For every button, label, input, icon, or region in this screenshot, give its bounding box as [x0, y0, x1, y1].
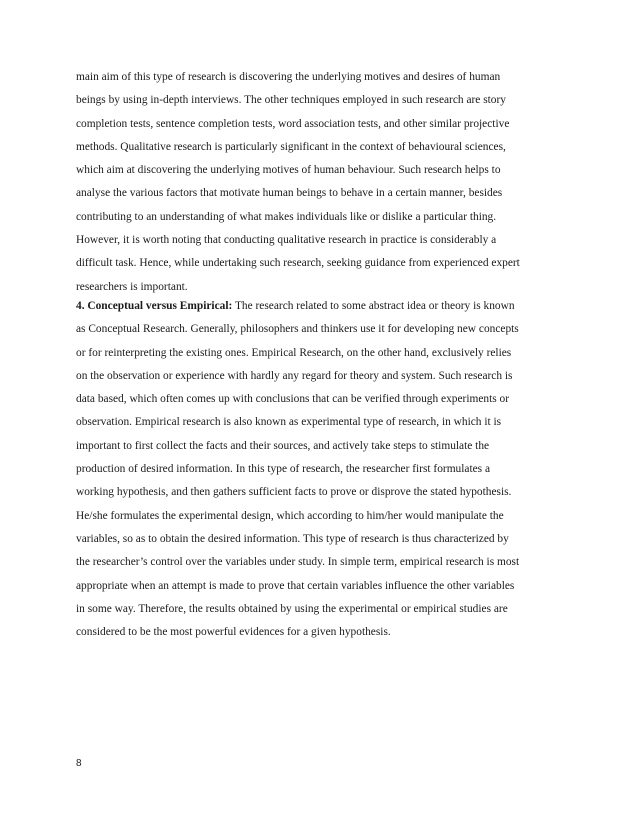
text-line: on the observation or experience with hardly any regard for theory and system. Such research is [76, 369, 513, 382]
text-line: data based, which often comes up with conclusions that can be verified through experiments or [76, 393, 510, 406]
text-line: important to first collect the facts and their sources, and actively take steps to stimulate the [76, 439, 490, 452]
text-line: completion tests, sentence completion tests, word association tests, and other similar projective [76, 117, 510, 130]
text-line: or for reinterpreting the existing ones. Empirical Research, on the other hand, exclusively relies [76, 346, 512, 359]
text-line: as Conceptual Research. Generally, philosophers and thinkers use it for developing new concepts [76, 323, 519, 336]
text-line: However, it is worth noting that conducting qualitative research in practice is considerably a [76, 234, 497, 247]
text-line: in some way. Therefore, the results obtained by using the experimental or empirical studies are [76, 602, 508, 615]
text-line: working hypothesis, and then gathers sufficient facts to prove or disprove the stated hypothesis. [76, 486, 512, 499]
heading-trailing-text: The research related to some abstract idea or theory is known [232, 300, 515, 312]
text-line [76, 295, 570, 318]
text-line: methods. Qualitative research is particularly significant in the context of behavioural sciences, [76, 140, 506, 153]
text-line: observation. Empirical research is also known as experimental type of research, in which it is [76, 416, 502, 429]
text-line: which aim at discovering the underlying motives of human behaviour. Such research helps to [76, 164, 501, 177]
text-line: variables, so as to obtain the desired information. This type of research is thus characterized by [76, 532, 509, 545]
paragraph-conceptual-vs-empirical [76, 295, 570, 644]
text-line: main aim of this type of research is discovering the underlying motives and desires of human [76, 71, 501, 83]
section-heading: 4. Conceptual versus Empirical: [76, 300, 233, 312]
page-number: 8 [76, 758, 82, 769]
text-line: researchers is important. [76, 280, 188, 293]
text-line: contributing to an understanding of what makes individuals like or dislike a particular thing. [76, 210, 497, 223]
text-line: analyse the various factors that motivate human beings to behave in a certain manner, besides [76, 187, 503, 200]
text-line: production of desired information. In this type of research, the researcher first formulates a [76, 463, 491, 476]
text-line: beings by using in-depth interviews. The other techniques employed in such research are story [76, 94, 506, 107]
text-line: appropriate when an attempt is made to prove that certain variables influence the other variables [76, 579, 515, 592]
text-line: considered to be the most powerful evidences for a given hypothesis. [76, 626, 391, 639]
text-line: difficult task. Hence, while undertaking such research, seeking guidance from experienced expert [76, 257, 520, 270]
paragraph-qualitative-research [76, 66, 570, 299]
text-line: the researcher’s control over the variables under study. In simple term, empirical research is most [76, 556, 520, 569]
text-line: He/she formulates the experimental design, which according to him/her would manipulate the [76, 509, 504, 522]
